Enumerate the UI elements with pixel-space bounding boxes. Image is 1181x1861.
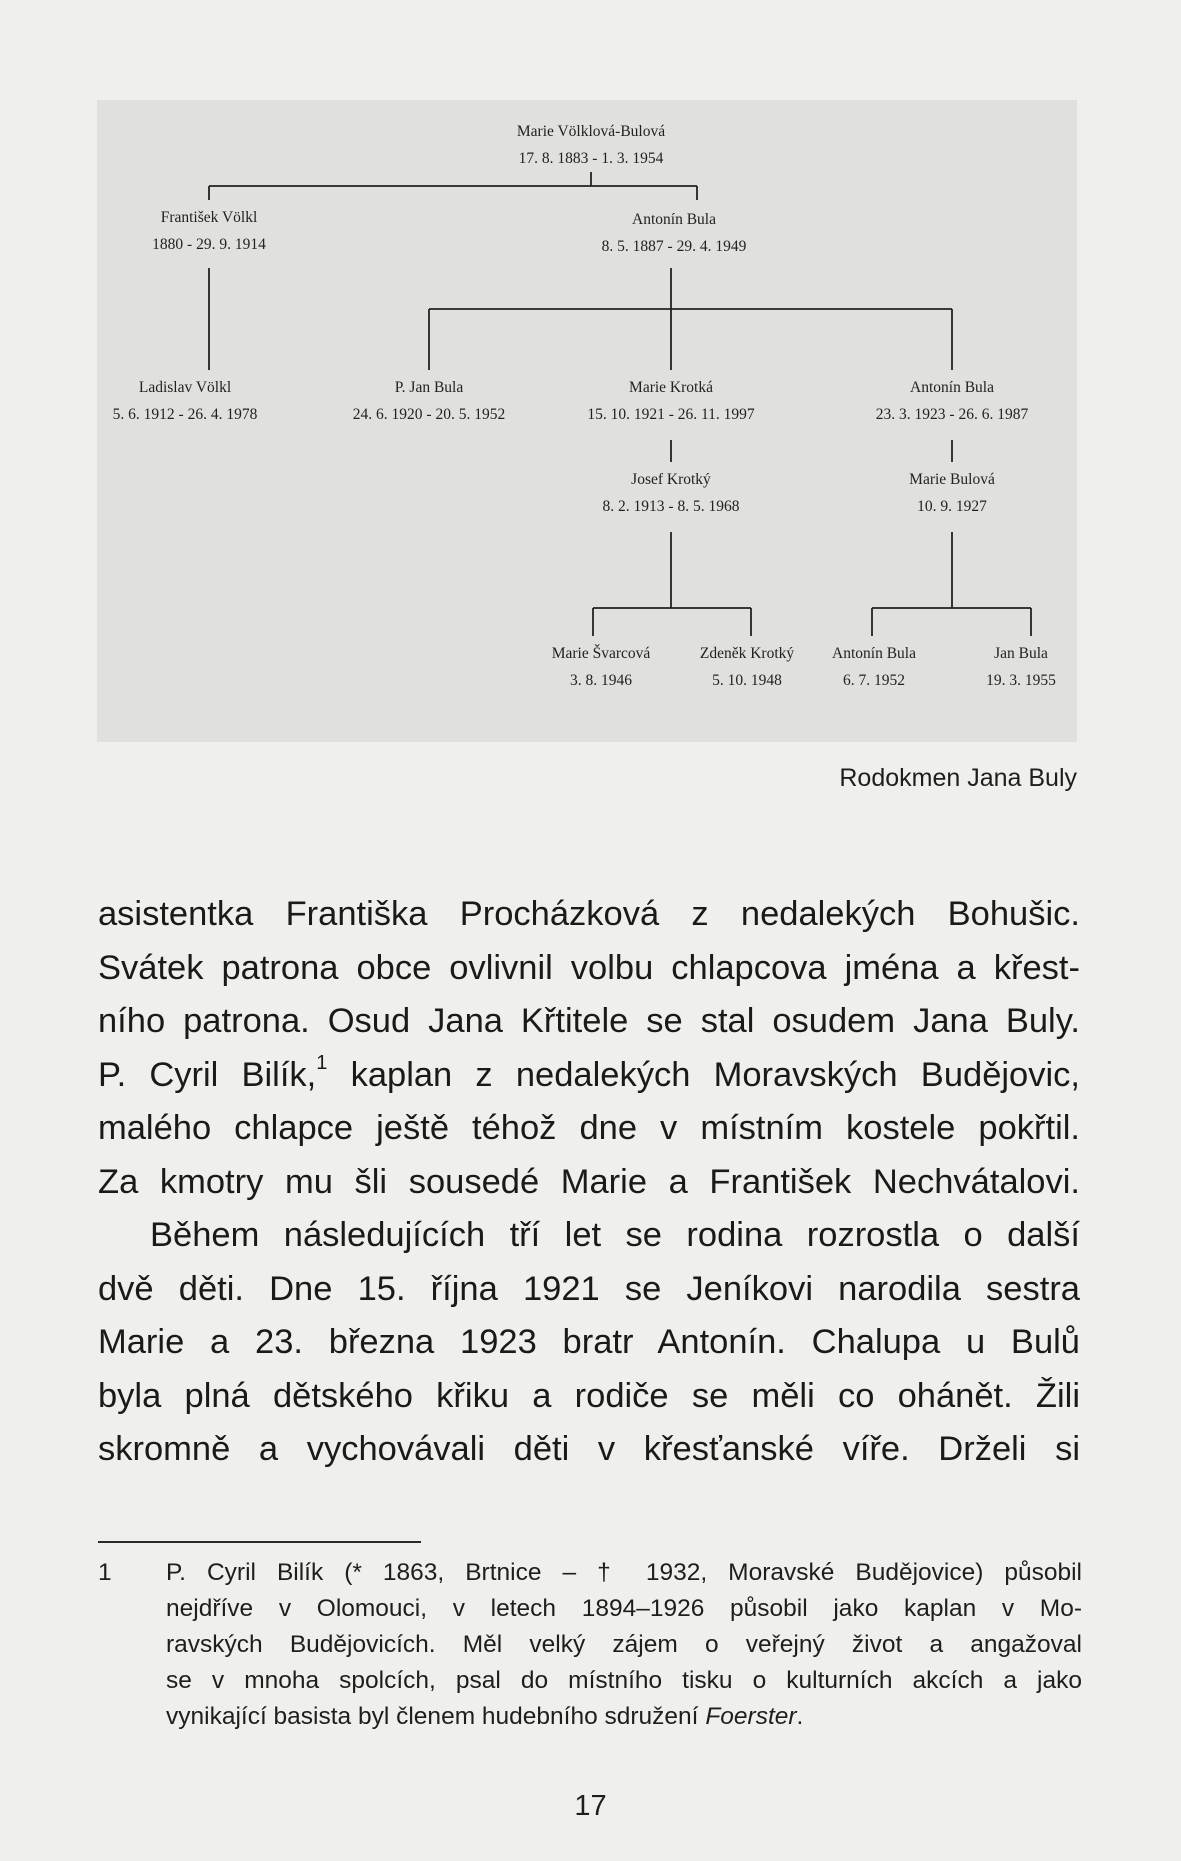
person-dates: 5. 10. 1948 — [712, 672, 782, 689]
person-name: Josef Krotký — [631, 471, 711, 488]
text-line: byla plná dětského křiku a rodiče se měli co ohánět. Žili — [98, 1376, 1080, 1415]
italic-term: Foerster — [705, 1703, 797, 1730]
person-name: Ladislav Völkl — [138, 379, 232, 396]
figure-caption: Rodokmen Jana Buly — [839, 764, 1077, 792]
person-name: Antonín Bula — [910, 379, 994, 396]
tree-person-jan-bula — [353, 374, 505, 428]
paragraph-2 — [98, 1209, 1080, 1477]
footnote-reference: 1 — [316, 1052, 328, 1074]
text-fragment: vynikající basista byl členem hudebního sdružení — [166, 1703, 706, 1730]
person-name: František Völkl — [160, 209, 258, 226]
text-line: malého chlapce ještě téhož dne v místním kostele pokřtil. — [98, 1109, 1080, 1147]
paragraph-1 — [98, 888, 1080, 1209]
person-dates: 8. 2. 1913 - 8. 5. 1968 — [602, 498, 740, 515]
person-dates: 23. 3. 1923 - 26. 6. 1987 — [875, 406, 1029, 423]
person-name: Marie Švarcová — [551, 645, 651, 662]
person-dates: 8. 5. 1887 - 29. 4. 1949 — [601, 238, 747, 255]
text-line-with-footnote-ref — [98, 1049, 1080, 1103]
text-line: skromně a vychovávali děti v křesťanské víře. Drželi si — [98, 1430, 1080, 1468]
person-dates: 15. 10. 1921 - 26. 11. 1997 — [587, 406, 755, 423]
footnote-line: se v mnoha spolcích, psal do místního tisku o kulturních akcích a jako — [166, 1667, 1082, 1694]
footnote-text — [166, 1555, 1082, 1735]
tree-person-josef-krotky — [603, 466, 740, 520]
text-line: asistentka Františka Procházková z nedalekých Bohušic. — [98, 895, 1080, 933]
footnote-divider — [98, 1541, 421, 1543]
tree-person-antonin-junior — [876, 374, 1028, 428]
footnote-line — [166, 1699, 1082, 1735]
person-name: Marie Bulová — [909, 471, 995, 488]
text-line: Marie a 23. března 1923 bratr Antonín. Chalupa u Bulů — [98, 1323, 1080, 1361]
tree-person-root — [517, 118, 665, 172]
page-number: 17 — [574, 1790, 607, 1822]
tree-person-frantisek — [152, 204, 266, 258]
tree-person-jan-bula-1955 — [986, 640, 1056, 694]
tree-person-ladislav — [113, 374, 258, 428]
text-line: Za kmotry mu šli sousedé Marie a František Nechvátalovi. — [98, 1162, 1080, 1201]
person-dates: 5. 6. 1912 - 26. 4. 1978 — [112, 406, 258, 423]
footnote-line: P. Cyril Bilík (* 1863, Brtnice – † 1932, Moravské Budějovice) působil — [166, 1559, 1082, 1586]
person-dates: 6. 7. 1952 — [843, 672, 905, 689]
text-line: dvě děti. Dne 15. října 1921 se Jeníkovi narodila sestra — [98, 1269, 1080, 1308]
person-dates: 1880 - 29. 9. 1914 — [152, 236, 266, 253]
person-name: Antonín Bula — [632, 211, 716, 228]
text-line: Během následujících tří let se rodina rozrostla o další — [150, 1216, 1080, 1254]
body-text — [98, 888, 1080, 1477]
text-fragment: P. Cyril Bilík, — [98, 1055, 317, 1094]
person-dates: 17. 8. 1883 - 1. 3. 1954 — [518, 150, 664, 167]
person-name: P. Jan Bula — [394, 379, 464, 396]
person-name: Jan Bula — [994, 645, 1048, 662]
text-fragment: kaplan z nedalekých Moravských Budějovic, — [327, 1055, 1080, 1094]
tree-person-marie-svarcova — [552, 640, 651, 694]
tree-person-zdenek-krotky — [700, 640, 794, 694]
tree-person-antonin-bula-1952 — [832, 640, 916, 694]
text-line: ního patrona. Osud Jana Křtitele se stal osudem Jana Buly. — [98, 1002, 1080, 1040]
person-name: Marie Krotká — [629, 379, 713, 396]
person-dates: 3. 8. 1946 — [570, 672, 632, 689]
tree-person-antonin-senior — [602, 206, 747, 260]
tree-person-marie-krotka — [587, 374, 754, 428]
person-dates: 24. 6. 1920 - 20. 5. 1952 — [352, 406, 506, 423]
footnote-number: 1 — [98, 1559, 112, 1586]
person-dates: 19. 3. 1955 — [986, 672, 1056, 689]
text-fragment: . — [796, 1703, 804, 1730]
person-dates: 10. 9. 1927 — [917, 498, 987, 515]
text-line: Svátek patrona obce ovlivnil volbu chlapcova jména a křest- — [98, 948, 1080, 987]
person-name: Zdeněk Krotký — [699, 645, 795, 662]
family-tree — [97, 100, 1077, 742]
tree-person-marie-bulova — [909, 466, 995, 520]
person-name: Marie Völklová-Bulová — [516, 123, 666, 140]
person-name: Antonín Bula — [832, 645, 916, 662]
footnote-line: nejdříve v Olomouci, v letech 1894–1926 působil jako kaplan v Mo- — [166, 1595, 1082, 1622]
footnote-line: ravských Budějovicích. Měl velký zájem o veřejný život a angažoval — [166, 1631, 1082, 1658]
footnote — [98, 1555, 1082, 1735]
